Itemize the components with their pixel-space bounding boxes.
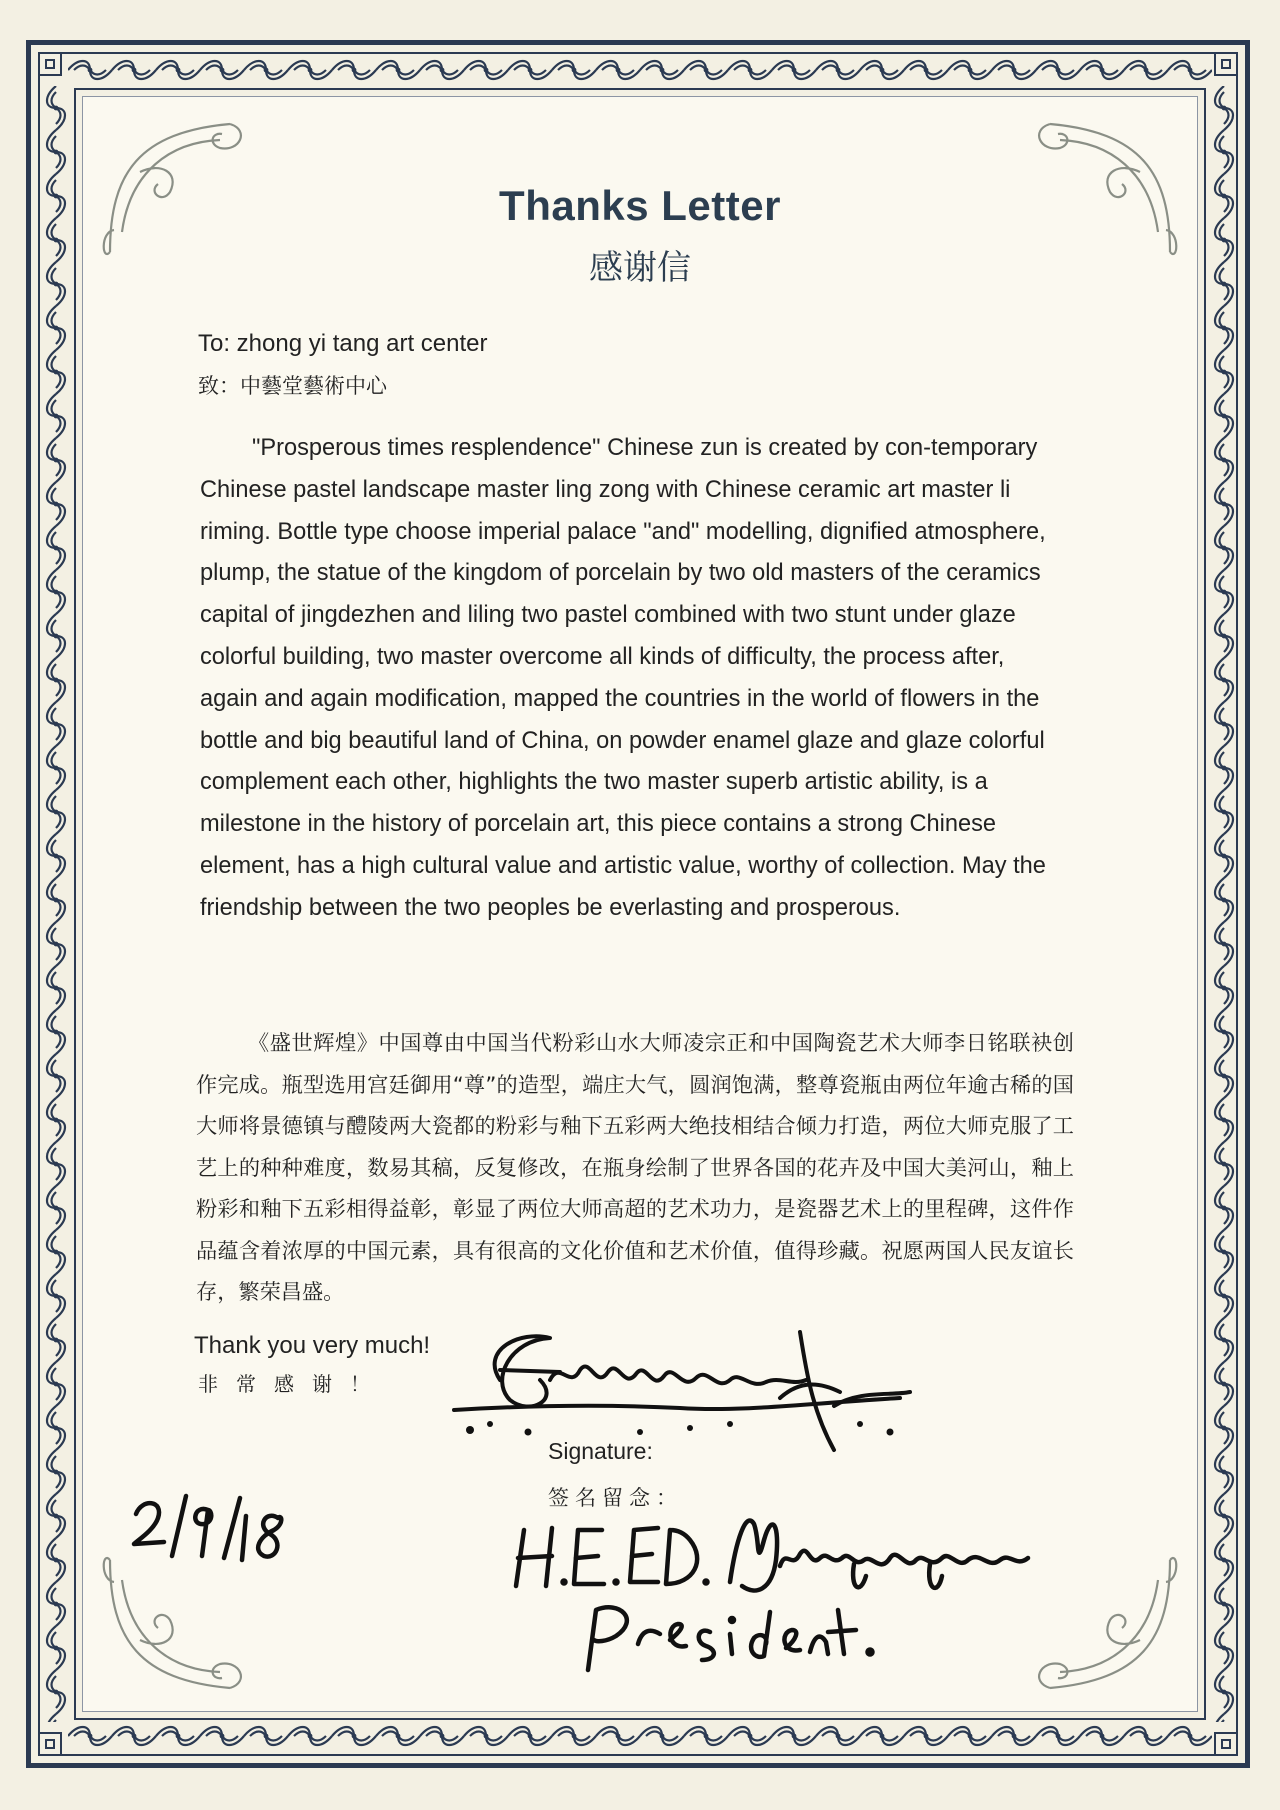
flourish-bottom-left-icon (100, 1550, 250, 1700)
ornament-band-left (42, 86, 70, 1722)
signature-label-cn: 签名留念： (548, 1486, 683, 1510)
body-paragraph-en: "Prosperous times resplendence" Chinese zun is created by con-temporary Chinese pastel landscape master ling zong with Chinese ceramic art master li riming. Bottle type choose imperial palace "and" modelling, dignified atmosphere, plump, the statue of the kingdom of porcelain by two old masters of the ceramics capital of jingdezhen and liling two pastel combined with two stunt under glaze colorful building, two master overcome all kinds of difficulty, the process after, again and again modification, mapped the countries in the world of flowers in the bottle and big beautiful land of China, on powder enamel glaze and glaze colorful complement each other, highlights the two master superb artistic ability, is a milestone in the history of porcelain art, this piece contains a strong Chinese element, has a high cultural value and artistic value, worthy of collection. May the friendship between the two peoples be everlasting and prosperous. (200, 435, 1046, 921)
addressee-cn: 致：中藝堂藝術中心 (198, 374, 387, 398)
corner-ornament-bottom-right (1214, 1732, 1238, 1756)
corner-ornament-bottom-left (38, 1732, 62, 1756)
ornament-band-top (68, 56, 1212, 84)
handwritten-name-title (510, 1500, 1070, 1680)
letter-title: Thanks Letter (499, 182, 781, 229)
corner-ornament-top-left (38, 52, 62, 76)
addressee: To: zhong yi tang art center (198, 330, 488, 357)
signature-scribble (440, 1320, 960, 1460)
corner-ornament-top-right (1214, 52, 1238, 76)
signature-label: Signature: (548, 1438, 653, 1464)
handwritten-date (128, 1490, 298, 1570)
ornament-band-right (1210, 86, 1238, 1722)
letter-title-cn: 感谢信 (589, 248, 691, 288)
ornament-band-bottom (68, 1722, 1212, 1750)
closing-thanks-cn: 非常感谢！ (198, 1372, 388, 1396)
closing-thanks: Thank you very much! (194, 1332, 431, 1359)
body-paragraph-cn: 《盛世辉煌》中国尊由中国当代粉彩山水大师凌宗正和中国陶瓷艺术大师李日铭联袂创作完成。瓶型选用宫廷御用“尊”的造型，端庄大气，圆润饱满，整尊瓷瓶由两位年逾古稀的国大师将景德镇与醴陵两大瓷都的粉彩与釉下五彩两大绝技相结合倾力打造，两位大师克服了工艺上的种种难度，数易其稿，反复修改，在瓶身绘制了世界各国的花卉及中国大美河山，釉上粉彩和釉下五彩相得益彰，彰显了两位大师高超的艺术功力，是瓷器艺术上的里程碑，这件作品蕴含着浓厚的中国元素，具有很高的文化价值和艺术价值，值得珍藏。祝愿两国人民友谊长存，繁荣昌盛。 (196, 1030, 1074, 1304)
